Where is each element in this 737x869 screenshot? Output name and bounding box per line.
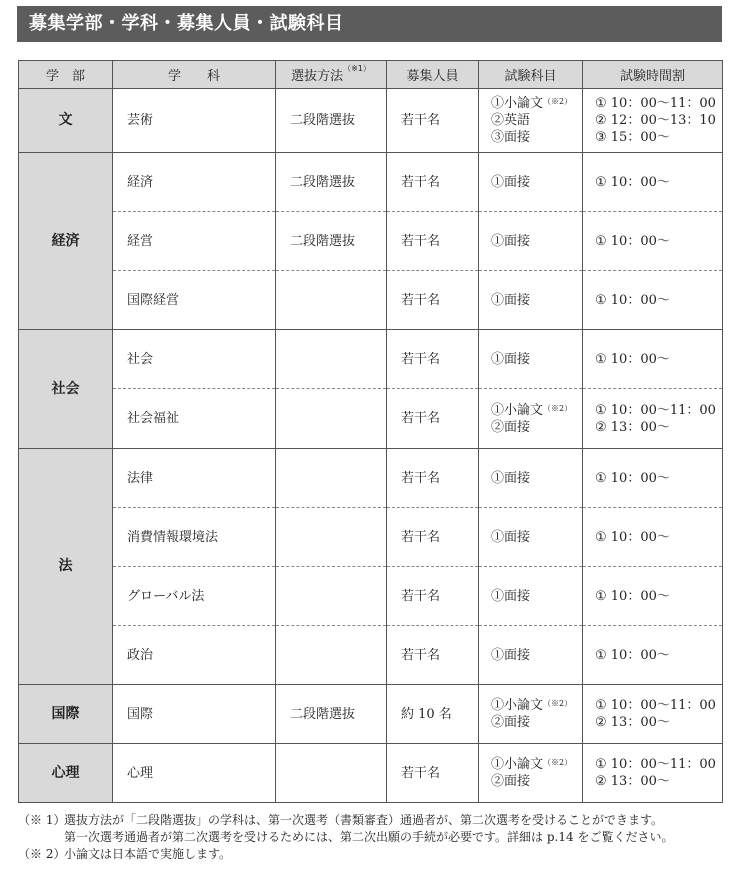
table-row [19,89,723,153]
table-row [19,567,723,626]
department-cell: 経営 [113,212,276,271]
time-slot: ① 10：00〜11：00 [595,96,716,111]
subject-item [491,773,582,790]
subjects-cell [479,89,583,153]
method-cell [276,271,387,330]
header-method-label: 選抜方法 [291,69,344,84]
department-cell: 心理 [113,744,276,803]
subject-label: ①面接 [491,647,531,663]
table-row [19,330,723,389]
subject-item [491,402,582,419]
subjects-cell [479,212,583,271]
faculty-cell: 国際 [19,685,113,744]
department-cell: 消費情報環境法 [113,508,276,567]
times-cell [583,330,723,389]
header-department: 学 科 [113,61,276,89]
header-times: 試験時間割 [583,61,723,89]
subjects-cell [479,626,583,685]
department-cell: 政治 [113,626,276,685]
admissions-table [18,60,723,803]
subject-label: ①面接 [491,351,531,367]
method-cell: 二段階選抜 [276,212,387,271]
header-method [276,61,387,89]
time-slot: ① 10：00〜 [595,588,670,604]
method-cell [276,626,387,685]
time-slot: ① 10：00〜 [595,351,670,367]
time-slot: ① 10：00〜 [595,233,670,249]
time-slot: ② 13：00〜 [595,715,670,730]
capacity-cell: 若干名 [387,744,479,803]
capacity-cell: 若干名 [387,153,479,212]
table-row [19,153,723,212]
times-cell [583,567,723,626]
subject-label: ①面接 [491,233,531,249]
footnote-line [18,812,728,829]
capacity-cell: 若干名 [387,567,479,626]
capacity-cell: 若干名 [387,449,479,508]
subject-label: ①面接 [491,529,531,545]
footnote-line [18,846,728,863]
capacity-cell: 若干名 [387,89,479,153]
header-method-note-mark: （※1） [343,64,371,73]
footnote-mark: （※ 1） [18,813,66,827]
time-slot: ① 10：00〜11：00 [595,757,716,772]
subject-label: ②面接 [491,419,531,435]
time-slot: ③ 15：00〜 [595,130,670,145]
method-cell [276,508,387,567]
header-faculty: 学 部 [19,61,113,89]
page-title: 募集学部・学科・募集人員・試験科目 [17,6,722,42]
subject-label: ①小論文 [491,402,544,418]
subject-label: ①面接 [491,588,531,604]
subject-item [491,351,582,368]
time-slot: ② 13：00〜 [595,774,670,789]
department-cell: グローバル法 [113,567,276,626]
subject-item [491,112,582,129]
capacity-cell: 若干名 [387,626,479,685]
footnote-line [18,829,728,846]
subject-item [491,129,582,146]
time-slot: ① 10：00〜 [595,529,670,545]
subjects-cell [479,271,583,330]
times-cell [583,449,723,508]
method-cell [276,449,387,508]
footnote-mark [18,829,64,846]
time-slot: ① 10：00〜11：00 [595,698,716,713]
time-slot: ② 13：00〜 [595,419,670,435]
table-row [19,449,723,508]
subject-item [491,647,582,664]
method-cell: 二段階選抜 [276,685,387,744]
times-cell [583,626,723,685]
table-row [19,271,723,330]
subjects-cell [479,685,583,744]
subject-item [491,588,582,605]
method-cell: 二段階選抜 [276,89,387,153]
subject-label: ②英語 [491,113,531,128]
faculty-cell: 経済 [19,153,113,330]
department-cell: 国際経営 [113,271,276,330]
subjects-cell [479,744,583,803]
subject-item [491,697,582,714]
department-cell: 社会 [113,330,276,389]
times-cell [583,389,723,449]
times-cell [583,153,723,212]
faculty-cell: 心理 [19,744,113,803]
subject-label: ②面接 [491,774,531,789]
table-row [19,626,723,685]
time-slot: ① 10：00〜 [595,470,670,486]
subject-item [491,419,582,436]
subjects-cell [479,508,583,567]
times-cell [583,212,723,271]
header-capacity: 募集人員 [387,61,479,89]
subject-item [491,292,582,309]
subject-note-mark: （※2） [543,97,573,106]
method-cell [276,330,387,389]
department-cell: 社会福祉 [113,389,276,449]
time-slot: ② 12：00〜13：10 [595,113,716,128]
time-slot: ① 10：00〜 [595,292,670,308]
subjects-cell [479,153,583,212]
department-cell: 経済 [113,153,276,212]
department-cell: 芸術 [113,89,276,153]
footnotes [18,812,728,863]
department-cell: 国際 [113,685,276,744]
subject-item [491,470,582,487]
method-cell [276,567,387,626]
method-cell: 二段階選抜 [276,153,387,212]
subject-label: ①小論文 [491,96,544,111]
subject-label: ①面接 [491,292,531,308]
subject-item [491,233,582,250]
subject-label: ①面接 [491,174,531,190]
capacity-cell: 約 10 名 [387,685,479,744]
time-slot: ① 10：00〜 [595,174,670,190]
capacity-cell: 若干名 [387,330,479,389]
method-cell [276,744,387,803]
table-header-row [19,61,723,89]
header-subjects: 試験科目 [479,61,583,89]
department-cell: 法律 [113,449,276,508]
subject-item [491,756,582,773]
times-cell [583,508,723,567]
capacity-cell: 若干名 [387,508,479,567]
table-row [19,744,723,803]
subject-item [491,174,582,191]
faculty-cell: 法 [19,449,113,685]
times-cell [583,271,723,330]
subject-label: ③面接 [491,130,531,145]
faculty-cell: 社会 [19,330,113,449]
times-cell [583,685,723,744]
subject-item [491,95,582,112]
times-cell [583,744,723,803]
subject-note-mark: （※2） [543,699,573,708]
capacity-cell: 若干名 [387,212,479,271]
subject-label: ①小論文 [491,698,544,713]
subject-note-mark: （※2） [543,758,573,767]
subjects-cell [479,389,583,449]
time-slot: ① 10：00〜 [595,647,670,663]
faculty-cell: 文 [19,89,113,153]
footnote-text: 選抜方法が「二段階選抜」の学科は、第一次選考（書類審査）通過者が、第二次選考を受けることができます。 [64,813,664,827]
footnote-text: 小論文は日本語で実施します。 [64,847,232,861]
table-row [19,508,723,567]
footnote-mark: （※ 2） [18,847,66,861]
footnote-text: 第一次選考通過者が第二次選考を受けるためには、第二次出願の手続が必要です。詳細は p.14 をご覧ください。 [64,830,674,844]
times-cell [583,89,723,153]
capacity-cell: 若干名 [387,271,479,330]
subject-item [491,529,582,546]
subject-note-mark: （※2） [543,403,573,413]
time-slot: ① 10：00〜11：00 [595,402,716,418]
capacity-cell: 若干名 [387,389,479,449]
subject-label: ②面接 [491,715,531,730]
subject-label: ①小論文 [491,757,544,772]
subjects-cell [479,449,583,508]
method-cell [276,389,387,449]
subjects-cell [479,330,583,389]
table-row [19,685,723,744]
subject-label: ①面接 [491,470,531,486]
table-row [19,212,723,271]
table-row [19,389,723,449]
subject-item [491,714,582,731]
subjects-cell [479,567,583,626]
